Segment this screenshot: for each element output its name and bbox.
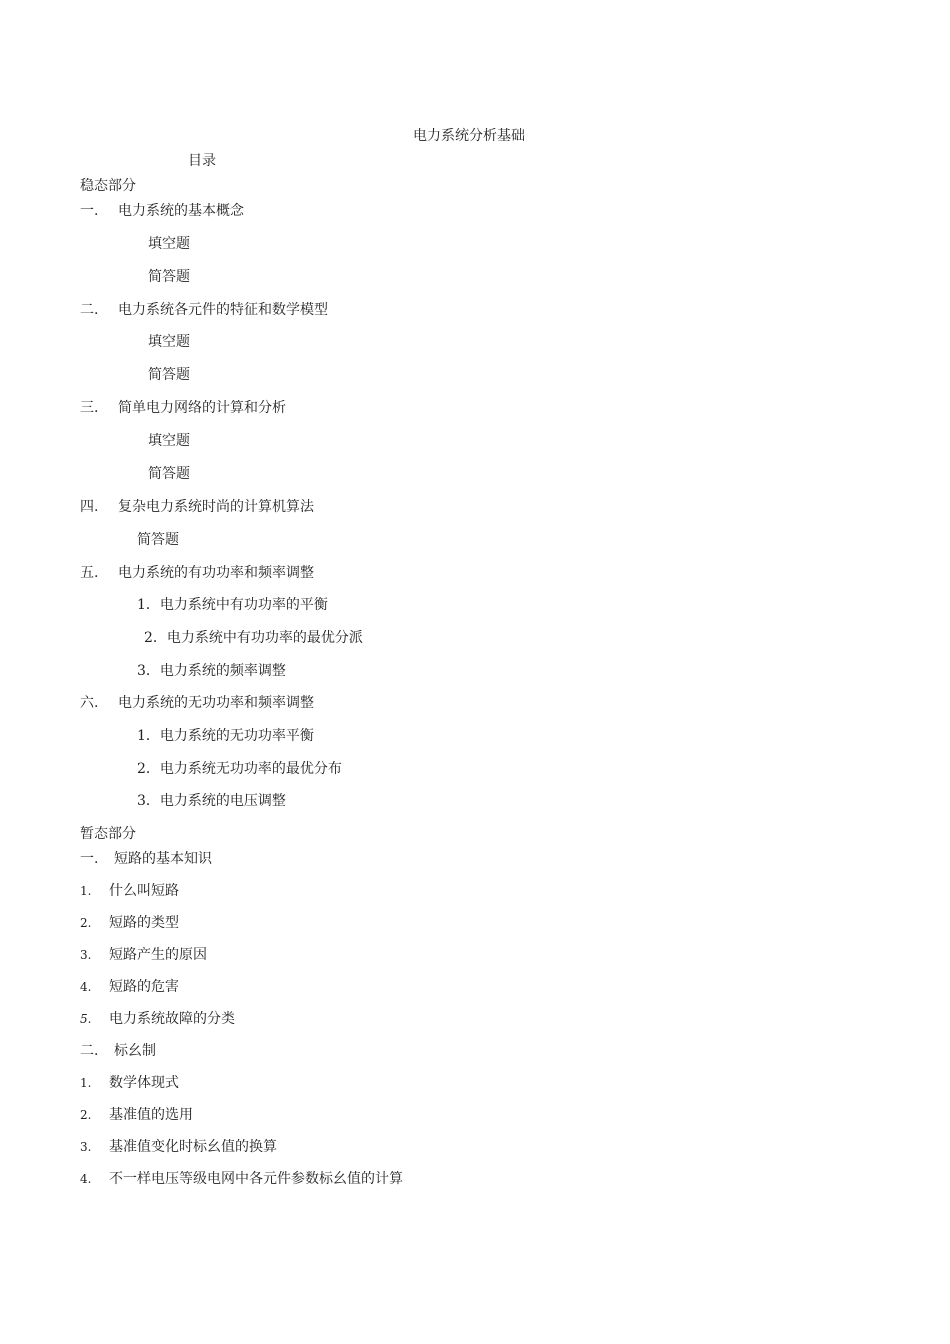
- toc-label: 目录: [188, 153, 216, 169]
- list-item: [80, 1106, 193, 1124]
- chapter-number: 五.: [80, 565, 99, 581]
- list-item: [80, 882, 179, 900]
- chapter-title: 电力系统的基本概念: [118, 203, 244, 219]
- item-text: 短路的类型: [109, 915, 179, 931]
- steady-chapter-4: [80, 498, 314, 516]
- chapter-6-item-3: 3．电力系统的电压调整: [137, 793, 286, 809]
- chapter-title: 复杂电力系统时尚的计算机算法: [118, 499, 314, 515]
- chapter-number: 六.: [80, 695, 99, 711]
- chapter-5-item-3: 3．电力系统的频率调整: [137, 663, 286, 679]
- chapter-6-item-1: 1．电力系统的无功功率平衡: [137, 728, 314, 744]
- steady-heading: 稳态部分: [80, 178, 136, 194]
- chapter-3-item-1: 填空题: [148, 433, 190, 449]
- item-number: 1.: [80, 884, 92, 898]
- chapter-title: 简单电力网络的计算和分析: [118, 400, 286, 416]
- chapter-title: 电力系统的有功功率和频率调整: [118, 565, 314, 581]
- chapter-4-item-1: 简答题: [137, 532, 179, 548]
- transient-chapter-2: [80, 1042, 156, 1060]
- chapter-number: 二.: [80, 1043, 99, 1059]
- chapter-2-item-2: 简答题: [148, 367, 190, 383]
- list-item: [80, 1138, 277, 1156]
- chapter-number: 四.: [80, 499, 99, 515]
- item-number: 3.: [80, 948, 92, 962]
- chapter-number: 二.: [80, 302, 99, 318]
- chapter-title: 短路的基本知识: [114, 851, 212, 867]
- item-text: 基准值的选用: [109, 1107, 193, 1123]
- item-text: 短路的危害: [109, 979, 179, 995]
- list-item: [80, 946, 207, 964]
- item-text: 基准值变化时标幺值的换算: [109, 1139, 277, 1155]
- list-item: [80, 914, 179, 932]
- chapter-number: 一.: [80, 851, 99, 867]
- chapter-2-item-1: 填空题: [148, 334, 190, 350]
- item-number: 4.: [80, 980, 92, 994]
- steady-chapter-1: [80, 202, 244, 220]
- chapter-5-item-2: 2．电力系统中有功功率的最优分派: [144, 630, 363, 646]
- item-number: 3.: [80, 1140, 92, 1154]
- steady-chapter-2: [80, 301, 328, 319]
- chapter-number: 一.: [80, 203, 99, 219]
- transient-heading: 暂态部分: [80, 826, 136, 842]
- item-text: 什么叫短路: [109, 883, 179, 899]
- chapter-number: 三.: [80, 400, 99, 416]
- list-item: [80, 1170, 403, 1188]
- item-number: 4.: [80, 1172, 92, 1186]
- list-item: [80, 978, 179, 996]
- list-item: [80, 1010, 235, 1028]
- list-item: [80, 1074, 179, 1092]
- chapter-title: 电力系统各元件的特征和数学模型: [118, 302, 328, 318]
- item-text: 不一样电压等级电网中各元件参数标幺值的计算: [109, 1171, 403, 1187]
- steady-chapter-6: [80, 694, 314, 712]
- steady-chapter-3: [80, 399, 286, 417]
- item-text: 电力系统故障的分类: [109, 1011, 235, 1027]
- chapter-3-item-2: 简答题: [148, 466, 190, 482]
- steady-chapter-5: [80, 564, 314, 582]
- chapter-1-item-2: 简答题: [148, 269, 190, 285]
- item-text: 短路产生的原因: [109, 947, 207, 963]
- item-number: 1.: [80, 1076, 92, 1090]
- chapter-title: 电力系统的无功功率和频率调整: [118, 695, 314, 711]
- chapter-1-item-1: 填空题: [148, 236, 190, 252]
- chapter-6-item-2: 2．电力系统无功功率的最优分布: [137, 761, 342, 777]
- item-number: 2.: [80, 916, 92, 930]
- chapter-title: 标幺制: [114, 1043, 156, 1059]
- item-text: 数学体现式: [109, 1075, 179, 1091]
- document-title: 电力系统分析基础: [413, 128, 525, 144]
- chapter-5-item-1: 1．电力系统中有功功率的平衡: [137, 597, 328, 613]
- transient-chapter-1: [80, 850, 212, 868]
- item-number: 2.: [80, 1108, 92, 1122]
- item-number: 5.: [80, 1012, 92, 1026]
